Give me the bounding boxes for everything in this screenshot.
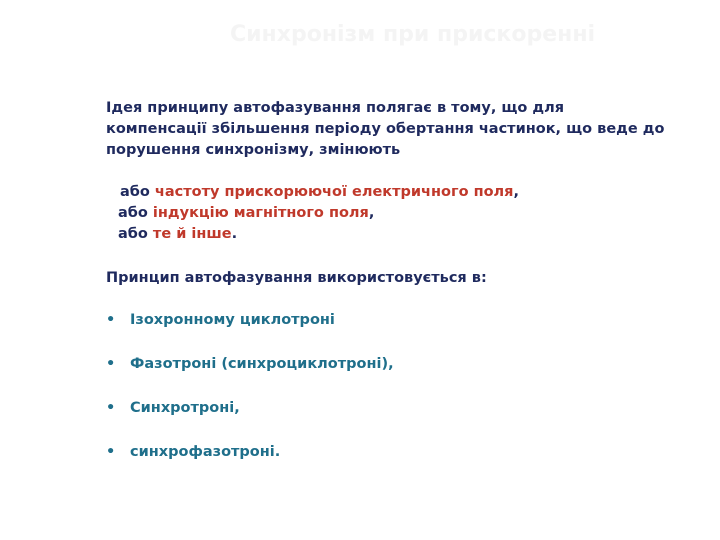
list-item [106, 398, 666, 419]
alternative-line [106, 182, 666, 203]
alternative-line [106, 224, 666, 245]
subheading: Принцип автофазування використовується в: [106, 270, 487, 286]
bullet-text: Ізохронному циклотроні [130, 312, 335, 328]
bullet-list [106, 310, 666, 463]
intro-paragraph: Ідея принципу автофазування полягає в тому, що для компенсації збільшення періоду обертання частинок, що веде до порушення синхронізму, змінюють [106, 100, 665, 158]
bullet-text: синхрофазотроні. [130, 444, 281, 460]
bullet-icon: • [106, 400, 116, 416]
alternative-line [106, 203, 666, 224]
alternative-prefix: або [118, 226, 153, 242]
list-item [106, 442, 666, 463]
alternative-prefix: або [120, 184, 155, 200]
bullet-icon: • [106, 444, 116, 460]
list-item [106, 354, 666, 375]
list-item [106, 310, 666, 331]
alternative-term: те й інше [152, 226, 232, 242]
bullet-icon: • [106, 312, 116, 328]
alternative-term: індукцію магнітного поля [152, 205, 369, 221]
alternative-suffix: , [368, 205, 375, 221]
alternative-prefix: або [118, 205, 153, 221]
slide-body [106, 98, 666, 463]
alternative-suffix: , [513, 184, 520, 200]
slide-title: Синхронізм при прискоренні [230, 22, 596, 47]
bullet-icon: • [106, 356, 116, 372]
alternative-suffix: . [231, 226, 238, 242]
bullet-text: Фазотроні (синхроциклотроні), [130, 356, 394, 372]
bullet-text: Синхротроні, [130, 400, 240, 416]
alternative-term: частоту прискорюючої електричного поля [154, 184, 514, 200]
